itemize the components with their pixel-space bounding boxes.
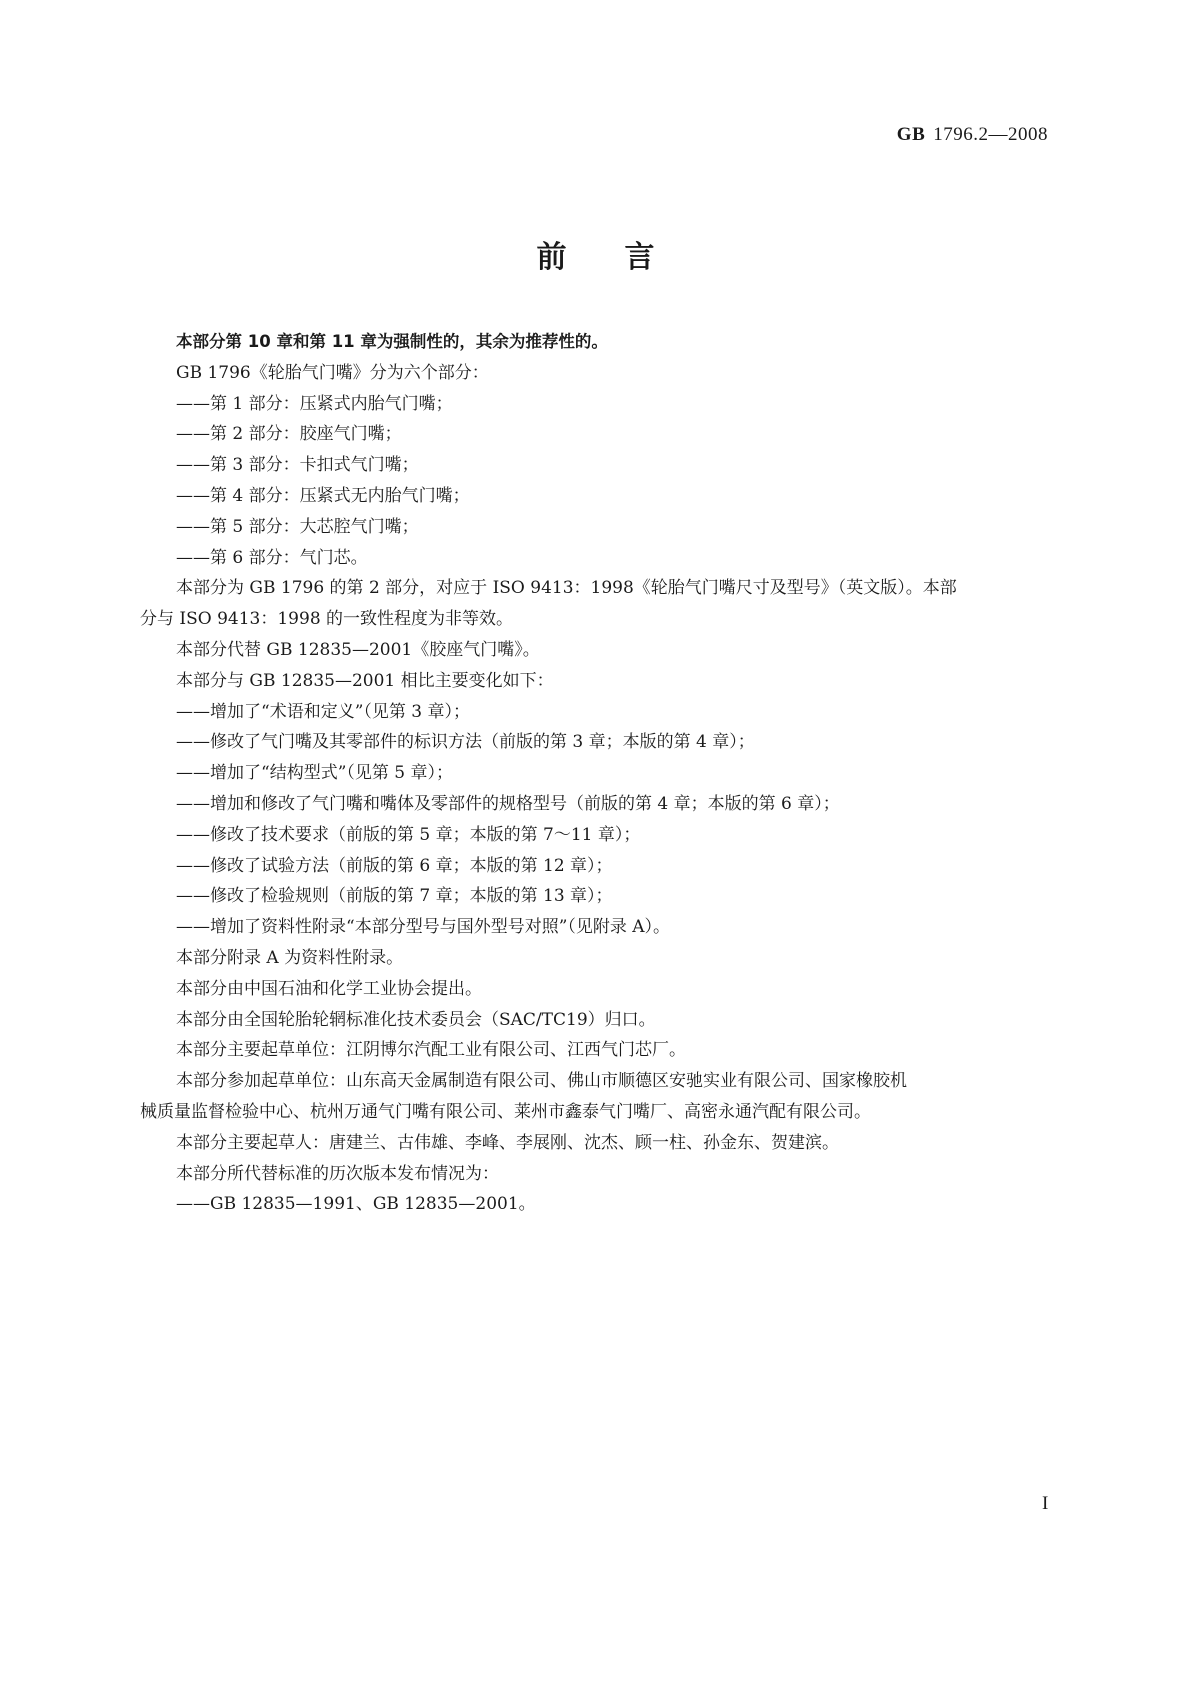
list-item: ——修改了气门嘴及其零部件的标识方法（前版的第 3 章；本版的第 4 章）； [176,732,755,753]
list-item: ——修改了试验方法（前版的第 6 章；本版的第 12 章）； [176,855,613,876]
paragraph: 本部分主要起草单位：江阴博尔汽配工业有限公司、江西气门芯厂。 [176,1040,686,1061]
paragraph: 本部分与 GB 12835—2001 相比主要变化如下： [176,670,554,691]
list-item: ——增加了“术语和定义”（见第 3 章）； [176,701,471,722]
standard-prefix: GB [896,124,926,145]
list-item: ——增加了“结构型式”（见第 5 章）； [176,763,454,784]
paragraph: 本部分由中国石油和化学工业协会提出。 [176,978,482,999]
paragraph-continuation: 分与 ISO 9413：1998 的一致性程度为非等效。 [140,609,514,630]
paragraph: 本部分附录 A 为资料性附录。 [176,947,404,968]
list-item: ——修改了技术要求（前版的第 5 章；本版的第 7～11 章）； [176,824,641,845]
paragraph: 本部分代替 GB 12835—2001《胶座气门嘴》。 [176,639,540,660]
paragraph: 本部分参加起草单位：山东高天金属制造有限公司、佛山市顺德区安驰实业有限公司、国家橡胶机 [176,1071,907,1092]
list-item: ——增加和修改了气门嘴和嘴体及零部件的规格型号（前版的第 4 章；本版的第 6 章）； [176,793,840,814]
foreword-body [140,327,1060,1220]
paragraph: GB 1796《轮胎气门嘴》分为六个部分： [176,362,489,383]
paragraph: 本部分所代替标准的历次版本发布情况为： [176,1163,499,1184]
mandatory-statement: 本部分第 10 章和第 11 章为强制性的，其余为推荐性的。 [176,332,608,351]
list-item: ——第 5 部分：大芯腔气门嘴； [176,516,419,537]
list-item: ——第 3 部分：卡扣式气门嘴； [176,455,419,476]
page-title: 前言 [536,240,713,275]
standard-code [897,124,1048,146]
list-item: ——GB 12835—1991、GB 12835—2001。 [176,1194,536,1215]
list-item: ——第 4 部分：压紧式无内胎气门嘴； [176,485,470,506]
list-item: ——第 6 部分：气门芯。 [176,547,368,568]
list-item: ——增加了资料性附录“本部分型号与国外型号对照”（见附录 A）。 [176,917,671,938]
page-number: I [1042,1493,1049,1514]
paragraph: 本部分由全国轮胎轮辋标准化技术委员会（SAC/TC19）归口。 [176,1009,656,1030]
list-item: ——第 2 部分：胶座气门嘴； [176,424,402,445]
paragraph: 本部分主要起草人：唐建兰、古伟雄、李峰、李展刚、沈杰、顾一柱、孙金东、贺建滨。 [176,1132,839,1153]
paragraph-continuation: 械质量监督检验中心、杭州万通气门嘴有限公司、莱州市鑫泰气门嘴厂、高密永通汽配有限公司。 [140,1101,871,1122]
list-item: ——修改了检验规则（前版的第 7 章；本版的第 13 章）； [176,886,613,907]
standard-number: 1796.2—2008 [933,124,1048,145]
paragraph: 本部分为 GB 1796 的第 2 部分，对应于 ISO 9413：1998《轮胎气门嘴尺寸及型号》（英文版）。本部 [176,578,957,599]
list-item: ——第 1 部分：压紧式内胎气门嘴； [176,393,453,414]
